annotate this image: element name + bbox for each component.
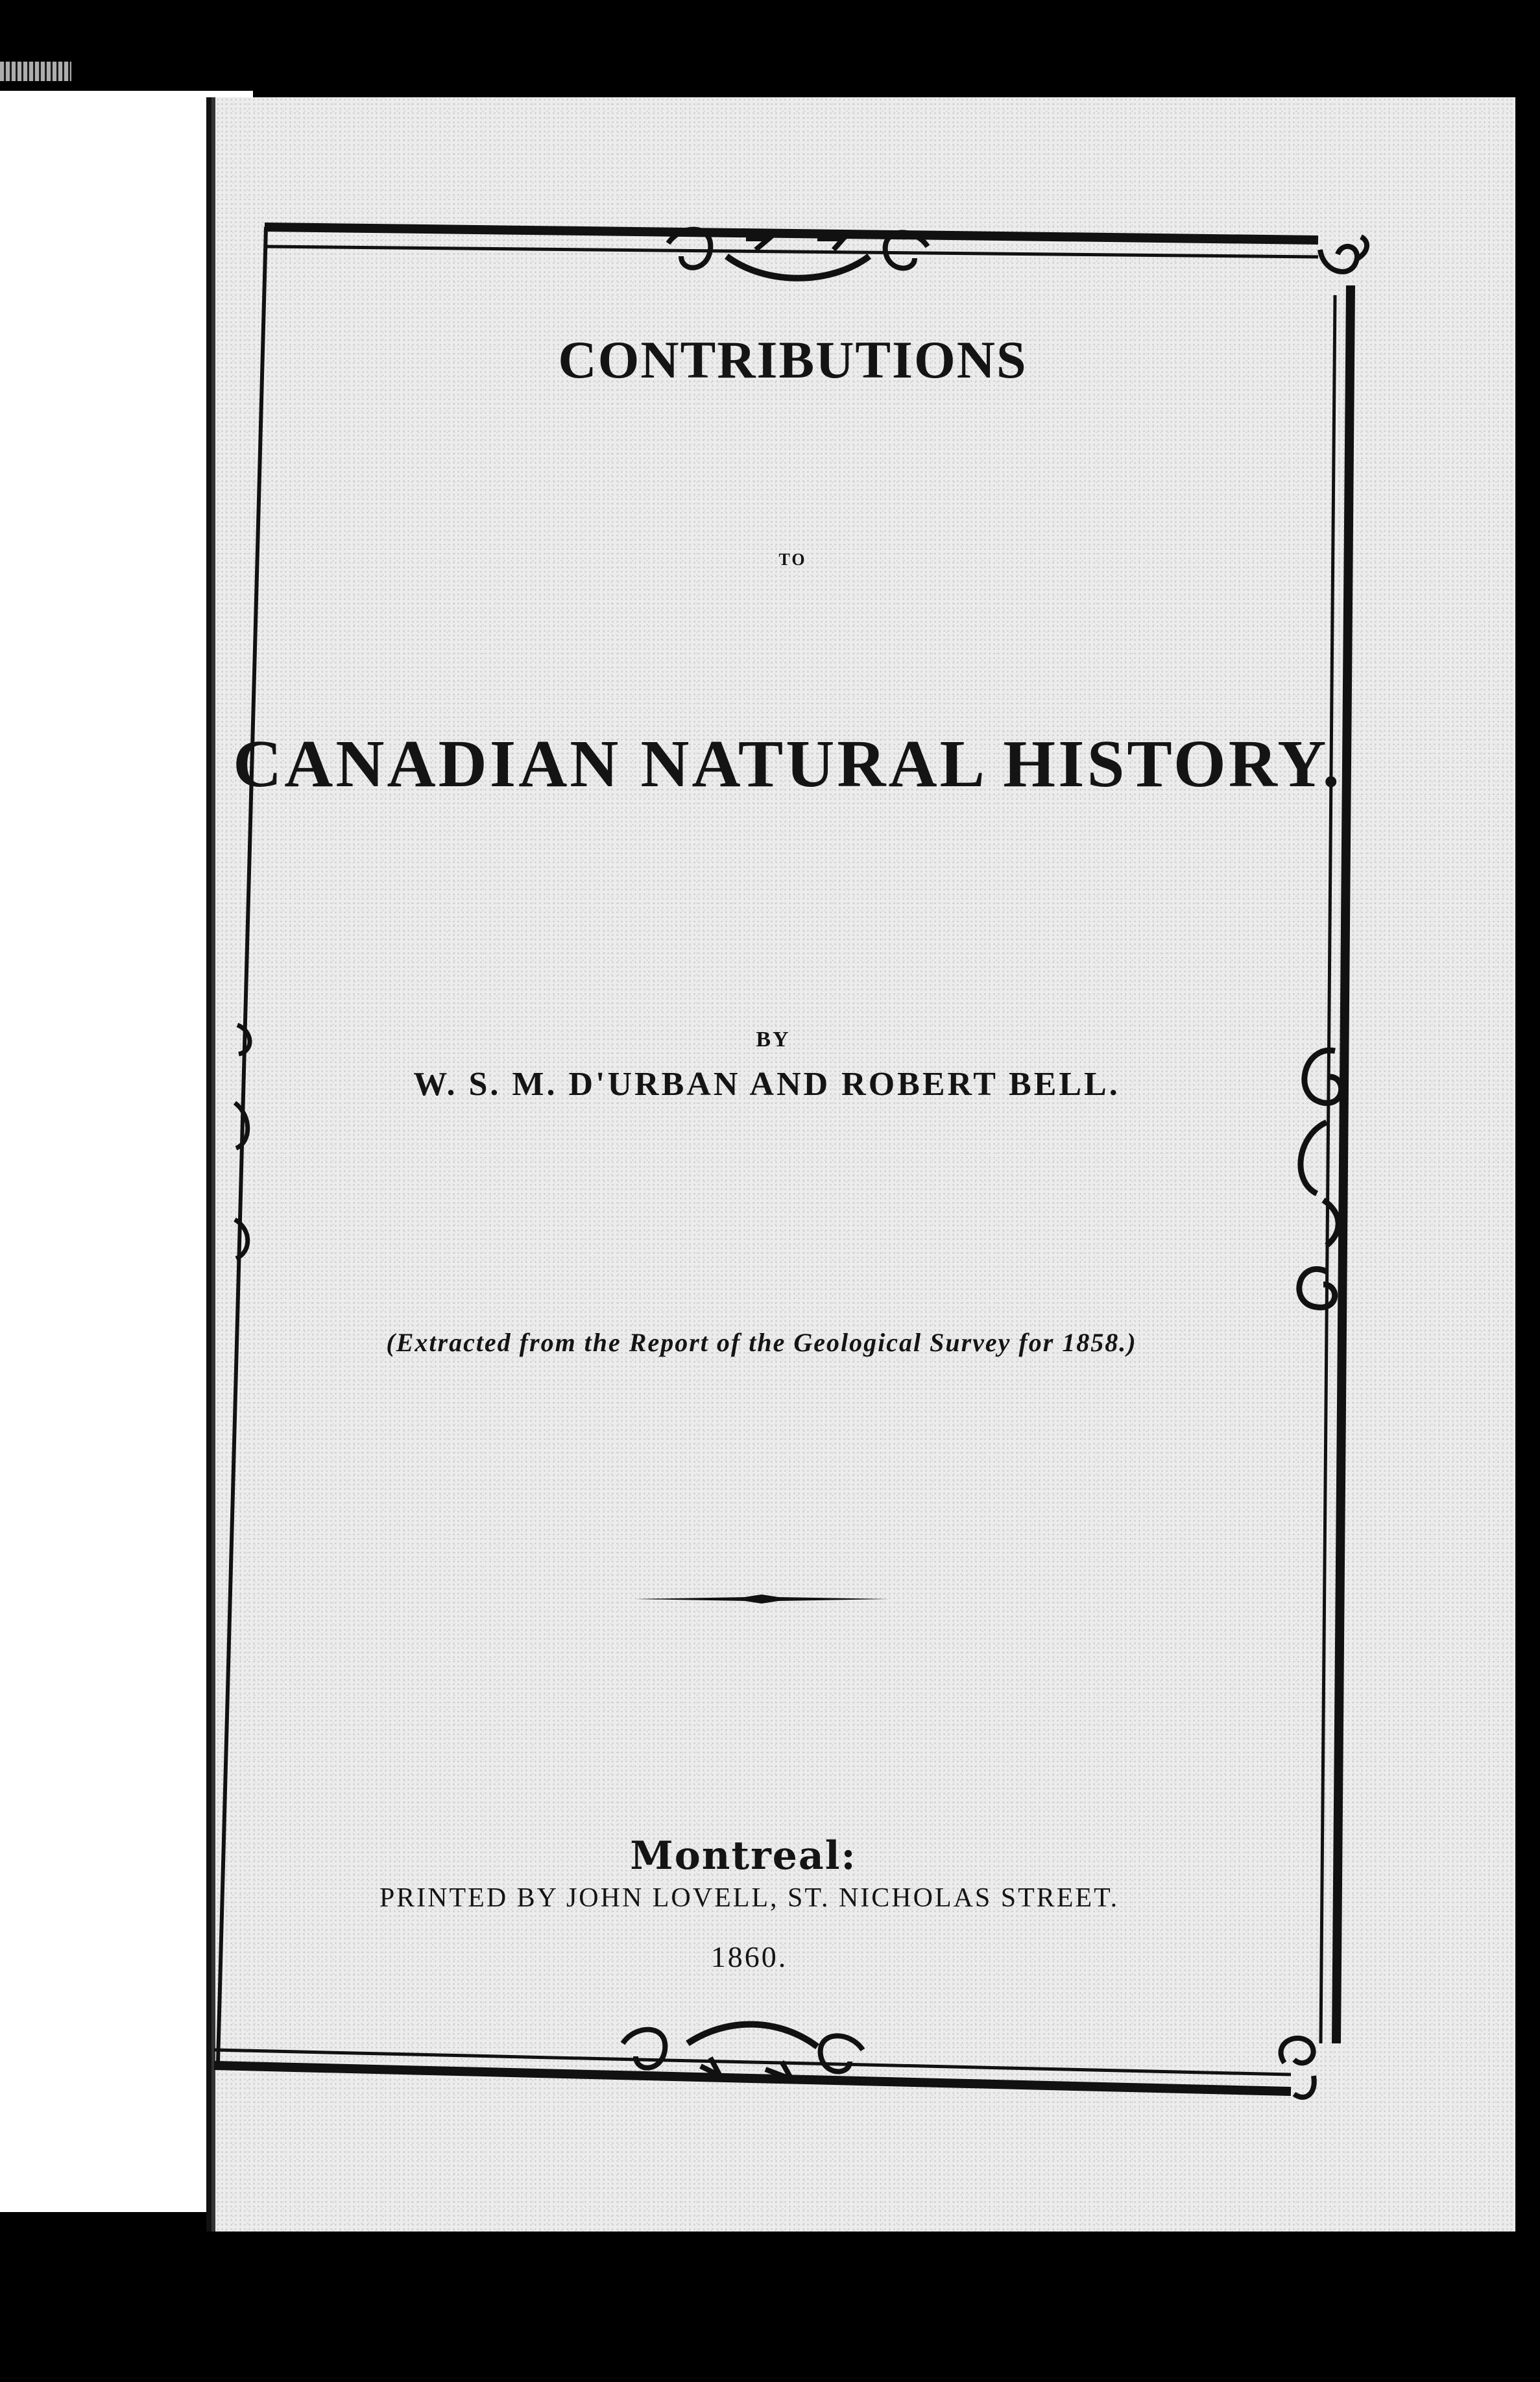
- title-connector: TO: [778, 550, 807, 569]
- extract-note: (Extracted from the Report of the Geological Survey for 1858.): [386, 1328, 1137, 1357]
- imprint-year: 1860.: [710, 1940, 788, 1973]
- imprint-printer: PRINTED BY JOHN LOVELL, ST. NICHOLAS STREET.: [379, 1883, 1120, 1913]
- authors-line: W. S. M. D'URBAN AND ROBERT BELL.: [413, 1066, 1120, 1103]
- side-flourish-icon: [1299, 1050, 1341, 1307]
- corner-flourish-icon: [1320, 237, 1367, 272]
- by-label: BY: [756, 1028, 791, 1052]
- document-title: CONTRIBUTIONS: [558, 330, 1028, 389]
- document-subtitle: CANADIAN NATURAL HISTORY.: [233, 727, 1342, 801]
- decorative-rule: [634, 1594, 889, 1604]
- bottom-flourish-icon: [623, 2025, 863, 2079]
- imprint-place: Montreal:: [630, 1833, 857, 1879]
